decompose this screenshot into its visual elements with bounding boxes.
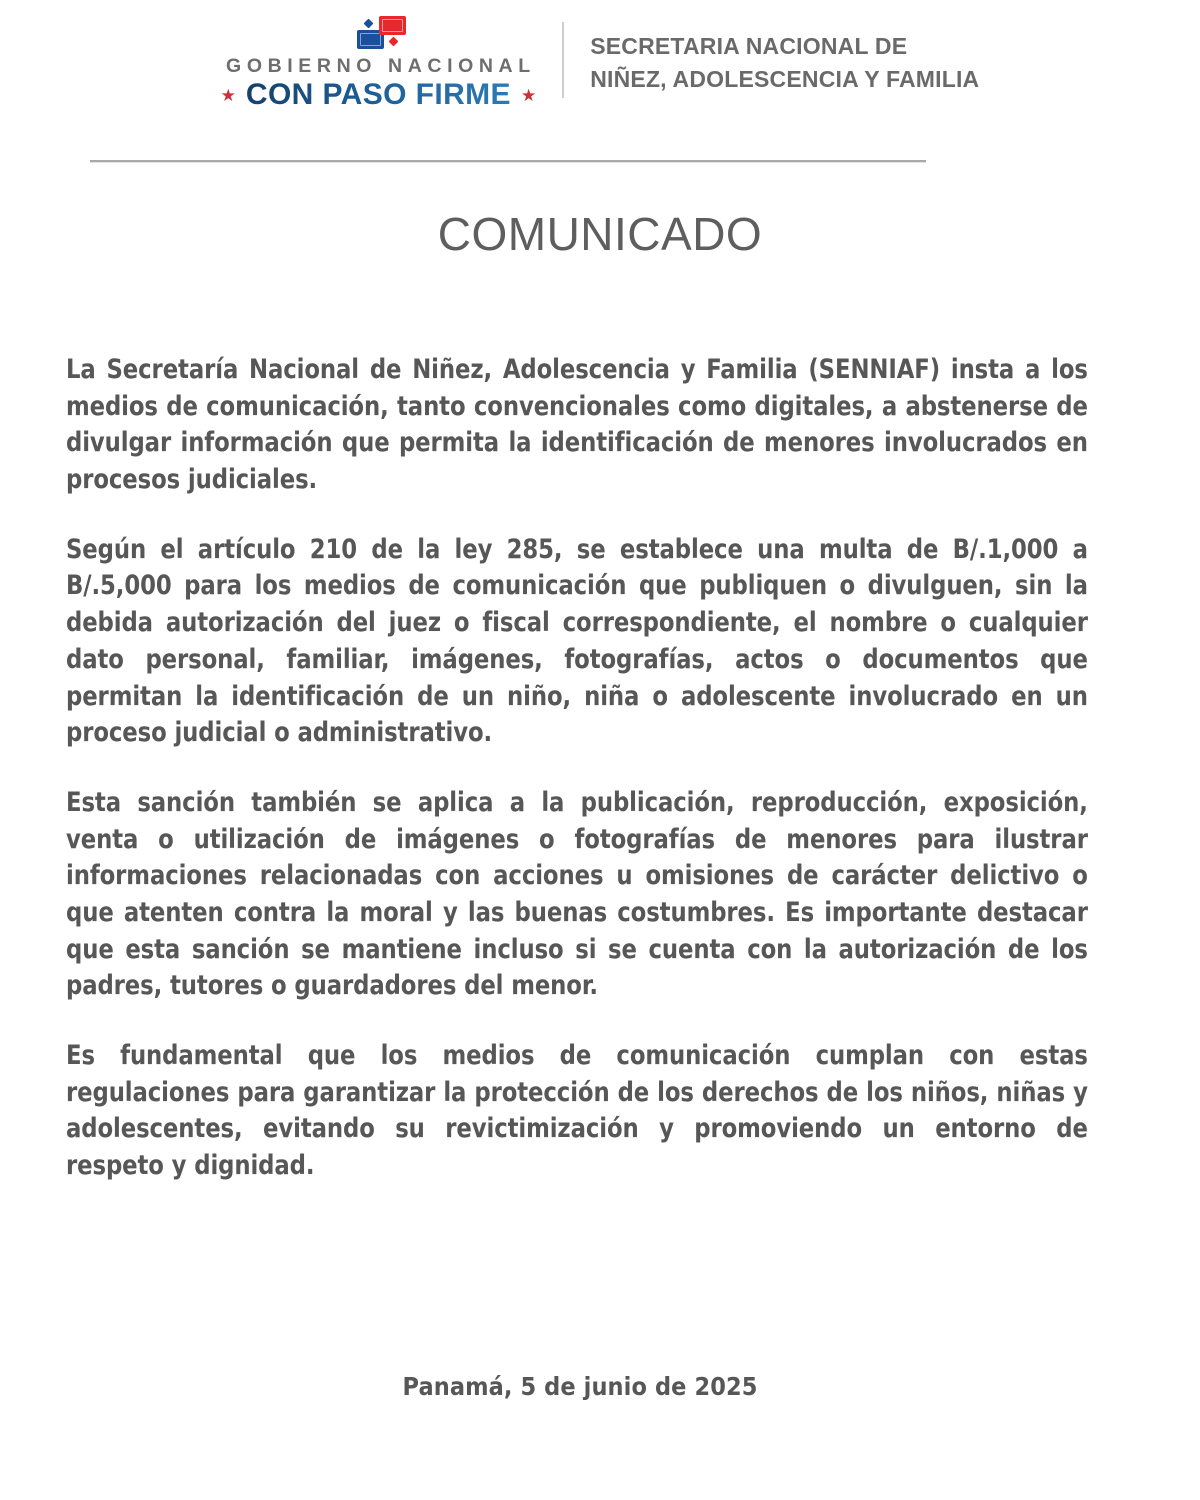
place-and-date: Panamá, 5 de junio de 2025: [402, 1372, 758, 1401]
header-horizontal-divider: [90, 160, 926, 163]
document-body: [66, 352, 1136, 1185]
star-right-icon: ★: [520, 85, 537, 105]
government-brand-lockup: [221, 14, 563, 111]
government-national-label: GOBIERNO NACIONAL: [226, 55, 536, 77]
body-paragraph: Esta sanción también se aplica a la publicación, reproducción, exposición, venta o utilización de imágenes o fotografías de menores para ilustrar informaciones relacionadas con acciones u omisiones de carácter delictivo o que atenten contra la moral y las buenas costumbres. Es importante destacar que esta sanción se mantiene incluso si se cuenta con la autorización de los padres, tutores o guardadores del menor.: [66, 786, 1088, 1002]
slogan-row: [221, 79, 537, 111]
body-paragraph: Es fundamental que los medios de comunicación cumplan con estas regulaciones para garantizar la protección de los derechos de los niños, niñas y adolescentes, evitando su revictimización y promoviendo un entorno de respeto y dignidad.: [66, 1040, 1088, 1182]
document-footer: [0, 1372, 1200, 1401]
header-horizontal-divider-line: [90, 160, 926, 163]
agency-name-line-2: NIÑEZ, ADOLESCENCIA Y FAMILIA: [590, 65, 980, 92]
agency-name-line-1: SECRETARIA NACIONAL DE: [590, 33, 908, 59]
page-title: COMUNICADO: [437, 208, 763, 260]
flag-blue-rect-inner-icon: [360, 33, 381, 46]
flag-red-rect-inner-icon: [382, 19, 403, 32]
flag-red-star-quadrant-icon: [389, 37, 399, 47]
star-left-icon: ★: [220, 85, 236, 105]
page-header: [0, 0, 1200, 120]
agency-name-block: [564, 14, 979, 95]
flag-blue-star-quadrant-icon: [364, 19, 374, 29]
slogan-label: CON PASO FIRME: [236, 79, 521, 111]
body-paragraph: La Secretaría Nacional de Niñez, Adolescencia y Familia (SENNIAF) insta a los medios de comunicación, tanto convencionales como digitales, a abstenerse de divulgar información que permita la identificación de menores involucrados en procesos judiciales.: [66, 354, 1088, 496]
body-paragraph: Según el artículo 210 de la ley 285, se establece una multa de B/.1,000 a B/.5,000 para los medios de comunicación que publiquen o divulguen, sin la debida autorización del juez o fiscal correspondiente, el nombre o cualquier dato personal, familiar, imágenes, fotografías, actos o documentos que permitan la identificación de un niño, niña o adolescente involucrado en un proceso judicial o administrativo.: [66, 533, 1088, 749]
panama-flag-mark-icon: [349, 14, 413, 54]
